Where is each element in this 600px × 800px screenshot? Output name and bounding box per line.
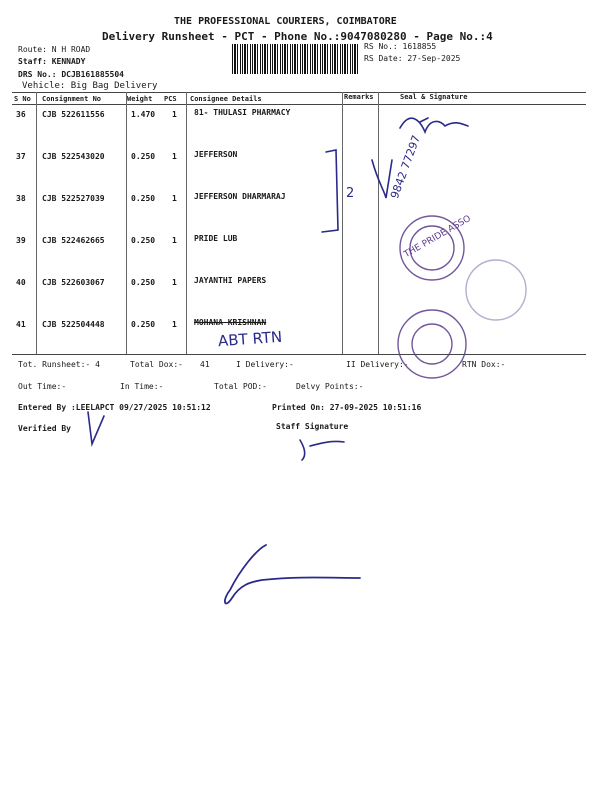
row-sno: 38	[16, 194, 26, 203]
row-weight: 1.470	[131, 110, 156, 119]
verified-signature	[88, 412, 104, 444]
row-weight: 0.250	[131, 194, 156, 203]
row-consignee: PRIDE LUB	[194, 234, 238, 243]
col-header-pcs: PCS	[164, 95, 177, 103]
bracket-number: 2	[346, 186, 355, 201]
row-sno: 39	[16, 236, 26, 245]
runsheet-title: Delivery Runsheet - PCT - Phone No.:9047080280 - Page No.:4	[102, 30, 493, 43]
row-weight: 0.250	[131, 236, 156, 245]
row-consignment: CJB 522527039	[42, 194, 105, 203]
col-header-weight: Weight	[127, 95, 153, 103]
row-consignee: JEFFERSON	[194, 150, 238, 159]
col-header-sno: S No	[14, 95, 31, 103]
large-signature	[225, 545, 360, 603]
route-label: Route: N H ROAD	[18, 45, 91, 54]
row-pcs: 1	[172, 236, 177, 245]
tot-runsheet: Tot. Runsheet:- 4	[18, 360, 100, 369]
stamp-text: THE PRIDE ASSO	[402, 213, 473, 261]
row-sno: 37	[16, 152, 26, 161]
rs-date: RS Date: 27-Sep-2025	[364, 54, 461, 63]
i-delivery: I Delivery:-	[236, 360, 294, 369]
row-consignment: CJB 522462665	[42, 236, 105, 245]
row-pcs: 1	[172, 152, 177, 161]
col-header-remarks: Remarks	[344, 93, 374, 101]
row-weight: 0.250	[131, 278, 156, 287]
ii-delivery: II Delivery:-	[346, 360, 409, 369]
row-consignee: MOHANA KRISHNAN	[194, 318, 267, 327]
abt-rtn-note: ABT RTN	[217, 327, 283, 351]
total-pod: Total POD:-	[214, 382, 267, 391]
signature-row-36	[400, 118, 468, 132]
phone-note: 9842 77297	[388, 133, 423, 201]
staff-label: Staff: KENNADY	[18, 57, 86, 66]
rs-number: RS No.: 1618855	[364, 42, 437, 51]
entered-by: Entered By :LEELAPCT 09/27/2025 10:51:12	[18, 403, 211, 412]
staff-signature-label: Staff Signature	[276, 422, 349, 431]
bracket-mark	[322, 150, 338, 232]
delvy-points: Delvy Points:-	[296, 382, 364, 391]
out-time: Out Time:-	[18, 382, 67, 391]
row-consignment: CJB 522603067	[42, 278, 105, 287]
row-weight: 0.250	[131, 320, 156, 329]
row-pcs: 1	[172, 278, 177, 287]
col-header-consignment: Consignment No	[42, 95, 102, 103]
staff-signature-mark	[300, 440, 344, 460]
row-consignment: CJB 522504448	[42, 320, 105, 329]
printed-on: Printed On: 27-09-2025 10:51:16	[272, 403, 422, 412]
row-consignee: JEFFERSON DHARMARAJ	[194, 192, 286, 201]
row-pcs: 1	[172, 194, 177, 203]
verified-by: Verified By	[18, 424, 71, 433]
vehicle-label: Vehicle: Big Bag Delivery	[22, 81, 158, 91]
row-pcs: 1	[172, 320, 177, 329]
row-consignment: CJB 522543020	[42, 152, 105, 161]
row-consignee: JAYANTHI PAPERS	[194, 276, 267, 285]
stamp-circle	[398, 310, 466, 378]
row-consignment: CJB 522611556	[42, 110, 105, 119]
row-sno: 41	[16, 320, 26, 329]
col-header-seal: Seal & Signature	[400, 93, 468, 101]
row-weight: 0.250	[131, 152, 156, 161]
drs-number: DRS No.: DCJB161885504	[18, 70, 124, 79]
col-header-consignee: Consignee Details	[190, 95, 262, 103]
total-dox-label: Total Dox:-	[130, 360, 183, 369]
row-consignee: 81- THULASI PHARMACY	[194, 108, 291, 117]
in-time: In Time:-	[120, 382, 164, 391]
row-sno: 40	[16, 278, 26, 287]
row-pcs: 1	[172, 110, 177, 119]
total-dox-value: 41	[200, 360, 210, 369]
row-sno: 36	[16, 110, 26, 119]
rtn-dox: RTN Dox:-	[462, 360, 506, 369]
company-name: THE PROFESSIONAL COURIERS, COIMBATORE	[174, 16, 397, 27]
